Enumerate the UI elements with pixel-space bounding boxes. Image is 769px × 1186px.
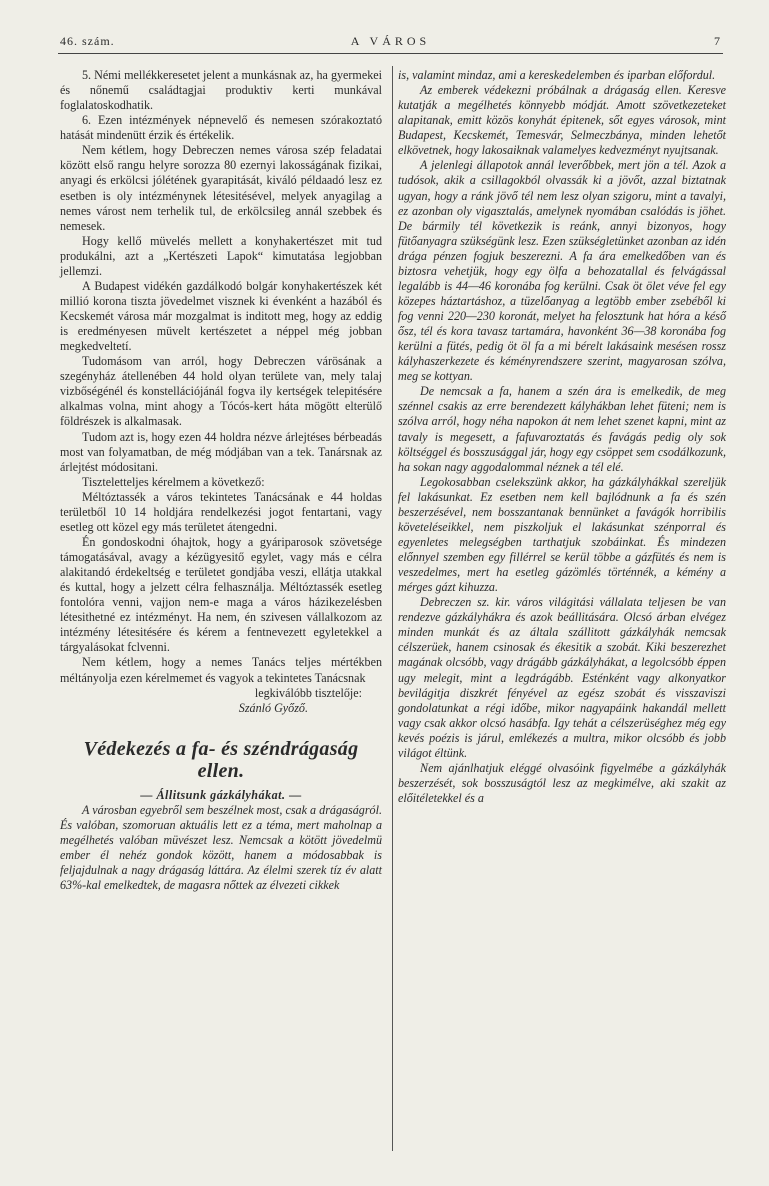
paragraph: A jelenlegi állapotok annál leverőbbek, mert jön a tél. Azok a tudósok, akik a csillagokból olvassák ki a jövőt, azzal biztatnak ugyan, hogy a ránk jövő tél nem lesz olyan szigoru, mint a tavalyi, ez azonban oly vigasztalás, amelynek nyomában csalódás is jöhet. De bármily tél következik is reánk, annyi bizonyos, hogy fütőanyagra szükségünk lesz. Ezen szükségletünket azonban az idén drága pénzen fogjuk beszerezni. A fa ára emelkedőben van és biztosra vehetjük, hogy egy ölfa a behozatallal és felvágással legalább is 44—46 koronába fog kerülni. Csak öt ölet véve fel egy közepes háztartáshoz, a tüzelőanyag a legtöbb ember zsebéből ki fog venni 220—230 koronát, melyet ha felosztunk hat hóra a késő ősz, tél és kora tavasz tartamára, havonként 36—38 koronába fog kerülni a fütés, pedig öt öl fa a mi bérelt lakásaink mesésen rossz kályhaszerkezete és kéményrendszere szerint, magyarosan szólva, meg se kottyan. <box>398 158 726 384</box>
paragraph: A Budapest vidékén gazdálkodó bolgár konyhakertészek két millió korona tiszta jövedelmet visznek ki évenként a hazából és Kecskemét városa már mozgalmat is inditott meg, hogy az eddig is eredményesen müvelt kertészetet a néppel még jobban megkedveltetí. <box>60 278 382 354</box>
article-title: Védekezés a fa- és széndrágaság ellen. <box>83 737 359 782</box>
paragraph: Nem kétlem, hogy a nemes Tanács teljes mértékben méltányolja ezen kérelmemet és vagyok a tekintetes Tanácsnak <box>60 655 382 685</box>
paragraph: Debreczen sz. kir. város világitási vállalata teljesen be van rendezve gázkályhákra és azok beállitására. Olcsó árban elvégez minden munkát és az általa szállitott gázkályhák nemcsak célszerüek, hanem csinosak és ékesitik a szobát. Kiki beszerezhet magának olcsóbb, vagy drágább gázkályhákat, a legolcsóbb éppen ugy melegit, mint a legdrágább. Esténként vagy alkonyatkor bevilágitja diszkrét fényével az egész szobát és visszaviszi gondolatunkat a régi időbe, mikor nagyapáink hakandál mellett vagy csak akkor olcsó hasábfa. Igy tehát a célszerüséghez még egy kevés poézis is járul, emlékezés a multra, mikor olcsóbb és jobb világot éltünk. <box>398 595 726 760</box>
paragraph: 6. Ezen intézmények népnevelő és nemesen szórakoztató hatását mindenütt érzik és értékelik. <box>60 113 382 143</box>
closing-line: legkiválóbb tisztelője: <box>254 685 362 700</box>
paragraph: Nem ajánlhatjuk eléggé olvasóink figyelmébe a gázkályhák beszerzését, sok bosszuságtól lesz az megkimélve, aki szakit az előitéletekkel és a <box>398 760 726 805</box>
article-subtitle: — Állitsunk gázkályhákat. — <box>140 787 302 802</box>
column-divider <box>392 66 393 1151</box>
paragraph: 5. Némi mellékkeresetet jelent a munkásnak az, ha gyermekei és nőnemű családtagjai produktiv kerti munkával foglalatoskodhatik. <box>60 68 382 113</box>
signature: Szánló Győző. <box>238 700 308 715</box>
right-column <box>398 68 726 806</box>
paragraph: Nem kétlem, hogy Debreczen nemes városa szép feladatai között első rangu helyre sorozza 80 ezernyi lakosságának fizikai, anyagi és erkölcsi jólétének gyarapitását, kiváló példaadó lesz ez esetben is oly intézménynek létesitésével, melyek anyagilag a nemes várost nem terhelik tul, de erkölcsileg annál szebbek és nemesek. <box>60 143 382 233</box>
paragraph: De nemcsak a fa, hanem a szén ára is emelkedik, de meg szénnel csakis az erre berendezett kályhákban lehet füteni; nem is szólva arról, hogy néha napokon át nem lehet szenet kapni, mint az tavaly is megesett, a fafuvaroztatás és favágás pedig oly sok költséggel és bosszusággal jár, hogy egy csöppet sem csodálkozunk, ha sokan nagy aggodalommal néznek a tél elé. <box>398 384 726 474</box>
page-number-issue: 46. szám. <box>60 34 115 48</box>
paragraph: Tudom azt is, hogy ezen 44 holdra nézve árlejtéses bérbeadás most van folyamatban, de még módjában van a tek. Tanársnak az árlejtést módositani. <box>60 429 382 474</box>
paragraph: Tiszteletteljes kérelmem a következő: <box>82 474 265 489</box>
left-column <box>60 68 382 893</box>
paragraph: Az emberek védekezni próbálnak a drágaság ellen. Keresve kutatják a megélhetés könnyebb módját. Amott szövetkezeteket alapitanak, emitt közös konyhát épitenek, sőt egyes városok, mint Budapest, Kecskemét, Temesvár, Selmeczbánya, minden lehetőt elkövetnek, hogy lakosaiknak valamelyes kedvezményt nyujtsanak. <box>398 83 726 158</box>
paragraph: Hogy kellő müvelés mellett a konyhakertészet mit tud produkálni, azt a „Kertészeti Lapok“ kimutatása legjobban jellemzi. <box>60 233 382 278</box>
paragraph: A városban egyebről sem beszélnek most, csak a drágaságról. És valóban, szomoruan aktuális lett ez a téma, mert maholnap a megélhetés valóban müvészet lesz. Nemcsak a kötött jövedelmü ember él nehéz gondok között, hanem a módosabbak is feljajdulnak a nagy drágaság láttára. Az élelmi szerek tíz év alatt 63%-kal emelkedtek, de magasra nőttek az élvezeti cikkek <box>60 802 382 893</box>
page-number: 7 <box>714 34 721 48</box>
page-header <box>60 34 721 52</box>
paragraph: Méltóztassék a város tekintetes Tanácsának e 44 holdas területből 10 14 holdjára rendelkezési jogot fentartani, vagy esetleg ott közel egy más területet átengedni. <box>60 489 382 534</box>
masthead-title: A VÁROS <box>350 34 431 48</box>
paragraph: Tudomásom van arról, hogy Debreczen várösának a szegényház átellenében 44 hold olyan területe van, mely talaj vizbőségénél és konstellációjánál fogva ily kertségek telepitésére alkalmas volna, mint ahogy a Tócós-kert háta mögött elterülő földrészek is alkalmasak. <box>60 354 382 429</box>
paragraph: is, valamint mindaz, ami a kereskedelemben és iparban előfordul. <box>398 68 716 82</box>
paragraph: Legokosabban cselekszünk akkor, ha gázkályhákkal szereljük fel lakásunkat. Ez esetben nem kell bajlódnunk a fa és szén beszerzésével, nem bosszantanak bennünket a favágók horribilis követeléseikkel, nem piszkoljuk el lakásunkat szénporral és egyenletes melegségben tarthatjuk szobáinkat. És mindezen előnnyel szemben egy fillérrel se kerül többe a gázfütés és nem is veszedelmes, mert ha esetleg gázömlés történnék, a kémény a mérges gázt kihuzza. <box>398 474 726 595</box>
header-rule <box>58 53 723 54</box>
paragraph: Én gondoskodni óhajtok, hogy a gyáriparosok szövetsége támogatásával, avagy a kézügyesitő egylet, vagy más e célra alakitandó érdekeltség e területet gondjába veszi, ellátja utakkal és kuttal, hogy a jelzett célra felhasználja. Méltóztassék esetleg fontolóra venni, vajjon nem-e maga a város házikezelésben létesithetné ez intézményt. Ha nem, én szivesen vállalkozom az intézmény létesitésére és kérem a fentnevezett egyletekkel a tárgyalásokat fclvenni. <box>60 534 382 655</box>
